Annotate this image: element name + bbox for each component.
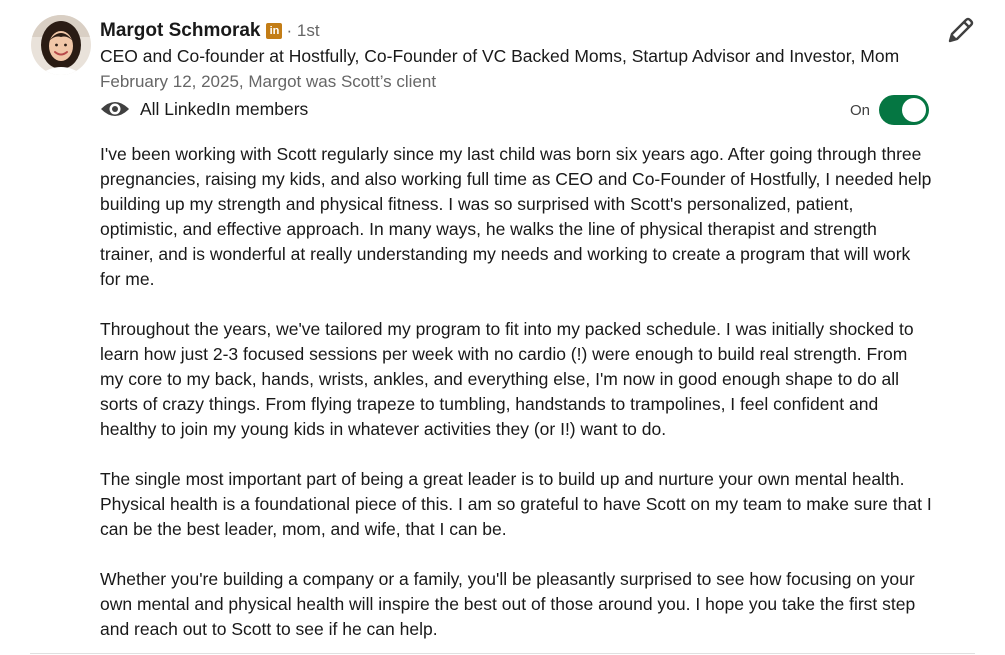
recommendation-date-relationship: February 12, 2025, Margot was Scott’s client bbox=[100, 72, 437, 91]
recommender-name[interactable]: Margot Schmorak bbox=[100, 20, 261, 41]
divider bbox=[30, 653, 975, 654]
recommendation-header bbox=[100, 18, 940, 92]
toggle-label: On bbox=[850, 101, 871, 119]
toggle-knob bbox=[902, 98, 926, 122]
visibility-label: All LinkedIn members bbox=[140, 98, 309, 119]
connection-degree: · 1st bbox=[286, 21, 320, 40]
toggle-switch[interactable] bbox=[879, 95, 929, 125]
visibility-setting bbox=[100, 98, 308, 120]
recommendation-paragraph: The single most important part of being a great leader is to build up and nurture your own mental health. Physical health is a foundational piece of this. I am so grateful to have Scott on my team to make sure that I can be the best leader, mom, and wife, that I can be. bbox=[100, 469, 932, 539]
show-recommendation-toggle bbox=[850, 95, 929, 125]
recommender-headline: CEO and Co-founder at Hostfully, Co-Founder of VC Backed Moms, Startup Advisor and Investor, Mom bbox=[100, 46, 900, 66]
avatar-photo bbox=[31, 15, 91, 75]
pencil-icon[interactable] bbox=[944, 15, 976, 47]
recommendation-paragraph: Throughout the years, we've tailored my program to fit into my packed schedule. I was initially shocked to learn how just 2-3 focused sessions per week with no cardio (!) were enough to build real strength. From my core to my back, hands, wrists, ankles, and everything else, I'm now in good enough shape to do all sorts of crazy things. From flying trapeze to tumbling, handstands to trampolines, I feel confident and healthy to join my young kids in whatever activities they (or I!) want to do. bbox=[100, 319, 914, 439]
name-row bbox=[100, 18, 940, 44]
avatar[interactable] bbox=[31, 15, 91, 75]
linkedin-premium-icon: in bbox=[266, 23, 282, 39]
recommendation-paragraph: Whether you're building a company or a family, you'll be pleasantly surprised to see how focusing on your own mental and physical health will inspire the best out of those around you. I hope you take the first step and reach out to Scott to see if he can help. bbox=[100, 569, 916, 639]
recommendation-text bbox=[100, 142, 935, 655]
recommendation-paragraph: I've been working with Scott regularly since my last child was born six years ago. After going through three pregnancies, raising my kids, and also working full time as CEO and Co-Founder of Hostfully, I needed help building up my strength and physical fitness. I was so surprised with Scott's personalized, patient, optimistic, and effective approach. In many ways, he walks the line of physical therapist and strength trainer, and is wonderful at really understanding my needs and working to create a program that will work for me. bbox=[100, 144, 932, 289]
eye-icon bbox=[100, 98, 130, 120]
